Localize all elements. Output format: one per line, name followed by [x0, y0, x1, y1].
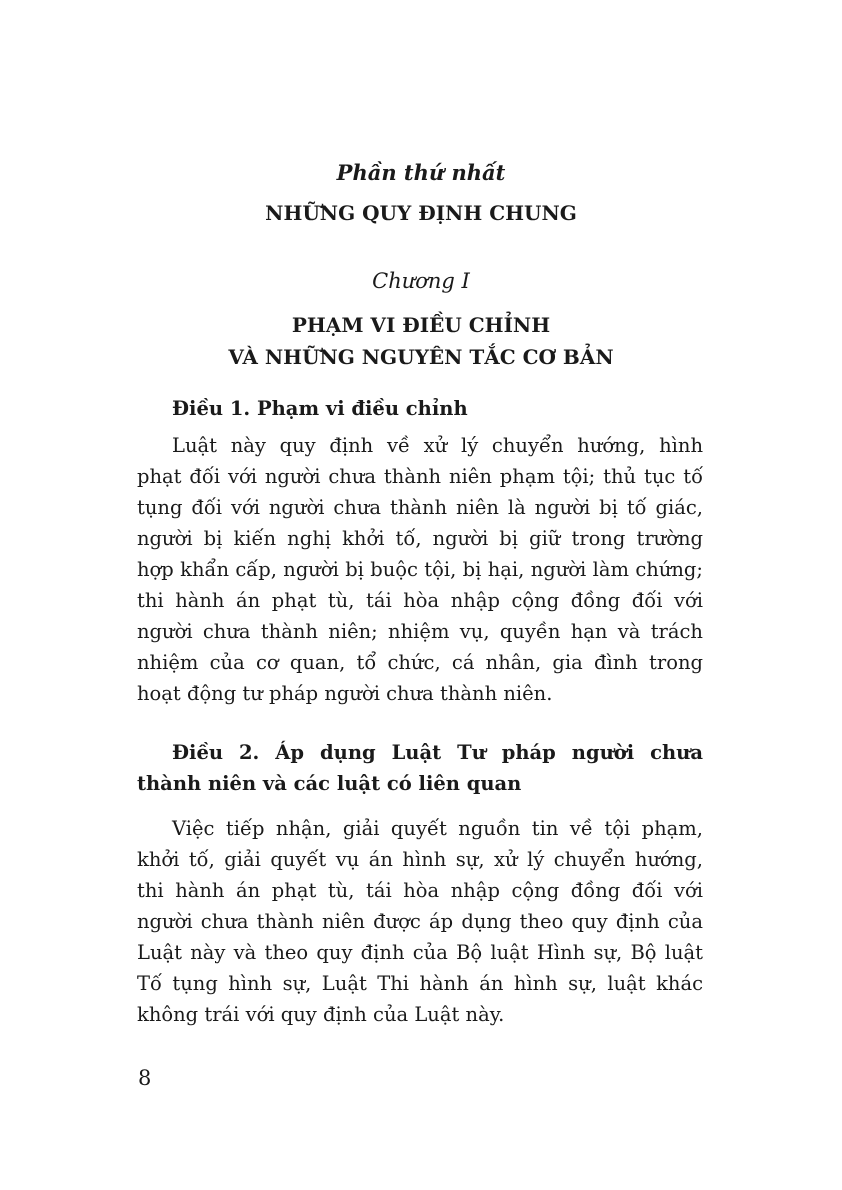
paragraph-line: hoạt động tư pháp người chưa thành niên. — [137, 682, 553, 705]
paragraph-line: thi hành án phạt tù, tái hòa nhập cộng đồng đối với — [137, 589, 703, 612]
paragraph-line: người bị kiến nghị khởi tố, người bị giữ trong trường — [137, 527, 703, 550]
paragraph-line: hợp khẩn cấp, người bị buộc tội, bị hại, người làm chứng; — [137, 558, 703, 581]
page-number: 8 — [138, 1066, 152, 1090]
paragraph-line: tụng đối với người chưa thành niên là người bị tố giác, — [137, 496, 703, 519]
paragraph-line: không trái với quy định của Luật này. — [137, 1003, 505, 1026]
article-heading-line: Điều 2. Áp dụng Luật Tư pháp người chưa — [172, 741, 703, 764]
chapter-label: Chương I — [372, 269, 470, 293]
article-heading-line: thành niên và các luật có liên quan — [137, 772, 522, 795]
paragraph-line: phạt đối với người chưa thành niên phạm tội; thủ tục tố — [137, 465, 703, 488]
paragraph-line: nhiệm của cơ quan, tổ chức, cá nhân, gia đình trong — [137, 651, 703, 674]
chapter-title-line: PHẠM VI ĐIỀU CHỈNH — [291, 313, 551, 337]
article-1-heading — [137, 393, 703, 424]
chapter-title — [0, 309, 842, 373]
paragraph-line: người chưa thành niên; nhiệm vụ, quyền hạn và trách — [137, 620, 703, 643]
paragraph-line: Luật này và theo quy định của Bộ luật Hình sự, Bộ luật — [137, 941, 703, 964]
paragraph-line: khởi tố, giải quyết vụ án hình sự, xử lý chuyển hướng, — [137, 848, 703, 871]
article-2-heading — [137, 737, 703, 799]
paragraph-line: người chưa thành niên được áp dụng theo quy định của — [137, 910, 703, 933]
paragraph-line: Việc tiếp nhận, giải quyết nguồn tin về tội phạm, — [172, 817, 703, 840]
chapter-title-line: VÀ NHỮNG NGUYÊN TẮC CƠ BẢN — [228, 345, 614, 369]
part-label: Phần thứ nhất — [336, 160, 506, 185]
paragraph-line: thi hành án phạt tù, tái hòa nhập cộng đồng đối với — [137, 879, 703, 902]
article-heading-line: Điều 1. Phạm vi điều chỉnh — [172, 397, 468, 420]
article-1-body — [137, 430, 703, 709]
paragraph-line: Tố tụng hình sự, Luật Thi hành án hình sự, luật khác — [137, 972, 703, 995]
part-title: NHỮNG QUY ĐỊNH CHUNG — [265, 201, 577, 225]
article-2-body — [137, 813, 703, 1030]
paragraph-line: Luật này quy định về xử lý chuyển hướng, hình — [172, 434, 703, 457]
